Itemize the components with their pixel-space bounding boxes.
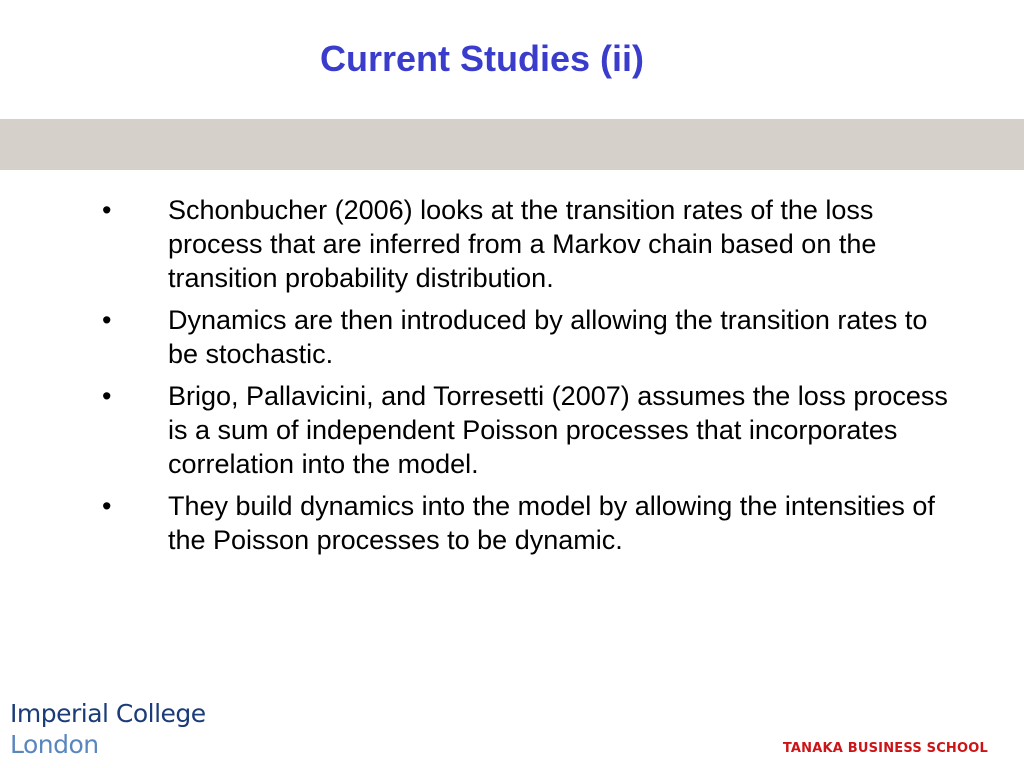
bullet-text: Dynamics are then introduced by allowing the transition rates to be stochastic.	[168, 305, 928, 369]
imperial-logo-line-2: London	[10, 730, 99, 759]
bullet-text: Schonbucher (2006) looks at the transition rates of the loss process that are inferred from a Markov chain based on the transition probability distribution.	[168, 195, 877, 293]
bullet-item	[100, 489, 980, 557]
bullet-text: They build dynamics into the model by allowing the intensities of the Poisson processes to be dynamic.	[168, 491, 935, 555]
tanaka-business-school-logo: TANAKA BUSINESS SCHOOL	[782, 741, 988, 756]
imperial-college-logo	[10, 698, 250, 760]
bullet-dot-icon: •	[102, 491, 112, 521]
bullet-list	[100, 193, 980, 565]
bullet-dot-icon: •	[102, 195, 112, 225]
imperial-logo-line-1: Imperial College	[10, 699, 206, 728]
bullet-item	[100, 379, 980, 481]
bullet-dot-icon: •	[102, 305, 112, 335]
bullet-item	[100, 303, 980, 371]
slide-title: Current Studies (ii)	[319, 38, 645, 79]
header-band	[0, 119, 1024, 170]
bullet-text: Brigo, Pallavicini, and Torresetti (2007) assumes the loss process is a sum of independent Poisson processes that incorporates correlation into the model.	[168, 381, 948, 479]
bullet-item	[100, 193, 980, 295]
bullet-dot-icon: •	[102, 381, 112, 411]
